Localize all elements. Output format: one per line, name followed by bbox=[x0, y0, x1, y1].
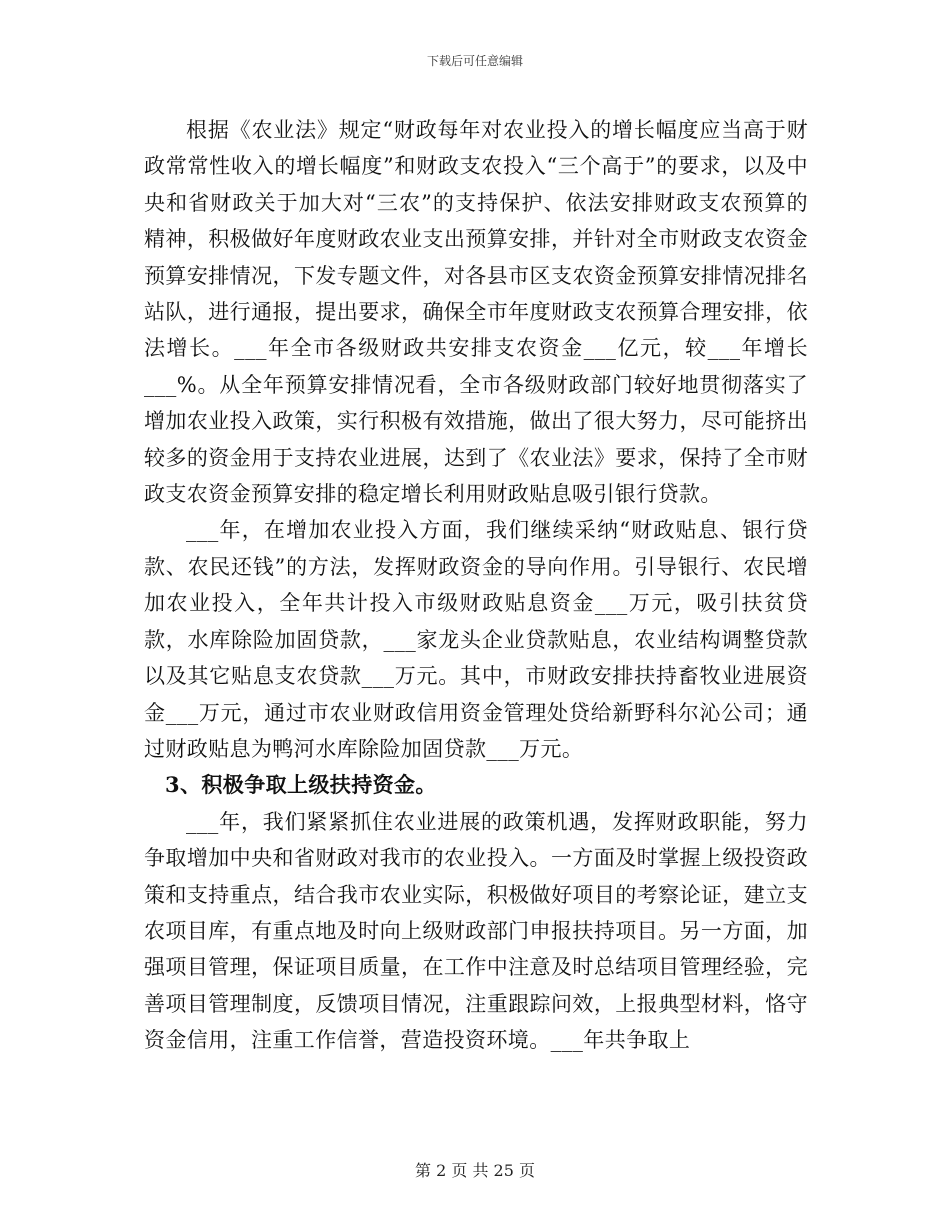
paragraph: ___年，我们紧紧抓住农业进展的政策机遇，发挥财政职能，努力争取增加中央和省财政对我市的农业投入。一方面及时掌握上级投资政策和支持重点，结合我市农业实际，积极做好项目的考察论证，建立支农项目库，有重点地及时向上级财政部门申报扶持项目。另一方面，加强项目管理，保证项目质量，在工作中注意及时总结项目管理经验，完善项目管理制度，反馈项目情况，注重跟踪问效，上报典型材料，恪守资金信用，注重工作信誉，营造投资环境。___年共争取上 bbox=[144, 809, 808, 1053]
paragraph: ___年，在增加农业投入方面，我们继续采纳“财政贴息、银行贷款、农民还钱”的方法，发挥财政资金的导向作用。引导银行、农民增加农业投入，全年共计投入市级财政贴息资金___万元，吸引扶贫贷款，水库除险加固贷款，___家龙头企业贷款贴息，农业结构调整贷款以及其它贴息支农贷款___万元。其中，市财政安排扶持畜牧业进展资金___万元，通过市农业财政信用资金管理处贷给新野科尔沁公司；通过财政贴息为鸭河水库除险加固贷款___万元。 bbox=[144, 518, 808, 761]
document-body bbox=[144, 112, 808, 1059]
page-footer: 第 2 页 共 25 页 bbox=[415, 1161, 535, 1180]
paragraph: 根据《农业法》规定“财政每年对农业投入的增长幅度应当高于财政常常性收入的增长幅度”和财政支农投入“三个高于”的要求，以及中央和省财政关于加大对“三农”的支持保护、依法安排财政支农预算的精神，积极做好年度财政农业支出预算安排，并针对全市财政支农资金预算安排情况，下发专题文件，对各县市区支农资金预算安排情况排名站队，进行通报，提出要求，确保全市年度财政支农预算合理安排，依法增长。___年全市各级财政共安排支农资金___亿元，较___年增长___%。从全年预算安排情况看，全市各级财政部门较好地贯彻落实了增加农业投入政策，实行积极有效措施，做出了很大努力，尽可能挤出较多的资金用于支持农业进展，达到了《农业法》要求，保持了全市财政支农资金预算安排的稳定增长利用财政贴息吸引银行贷款。 bbox=[144, 118, 808, 507]
section-heading: 3、积极争取上级扶持资金。 bbox=[165, 772, 437, 798]
page-header: 下载后可任意编辑 bbox=[426, 54, 523, 68]
